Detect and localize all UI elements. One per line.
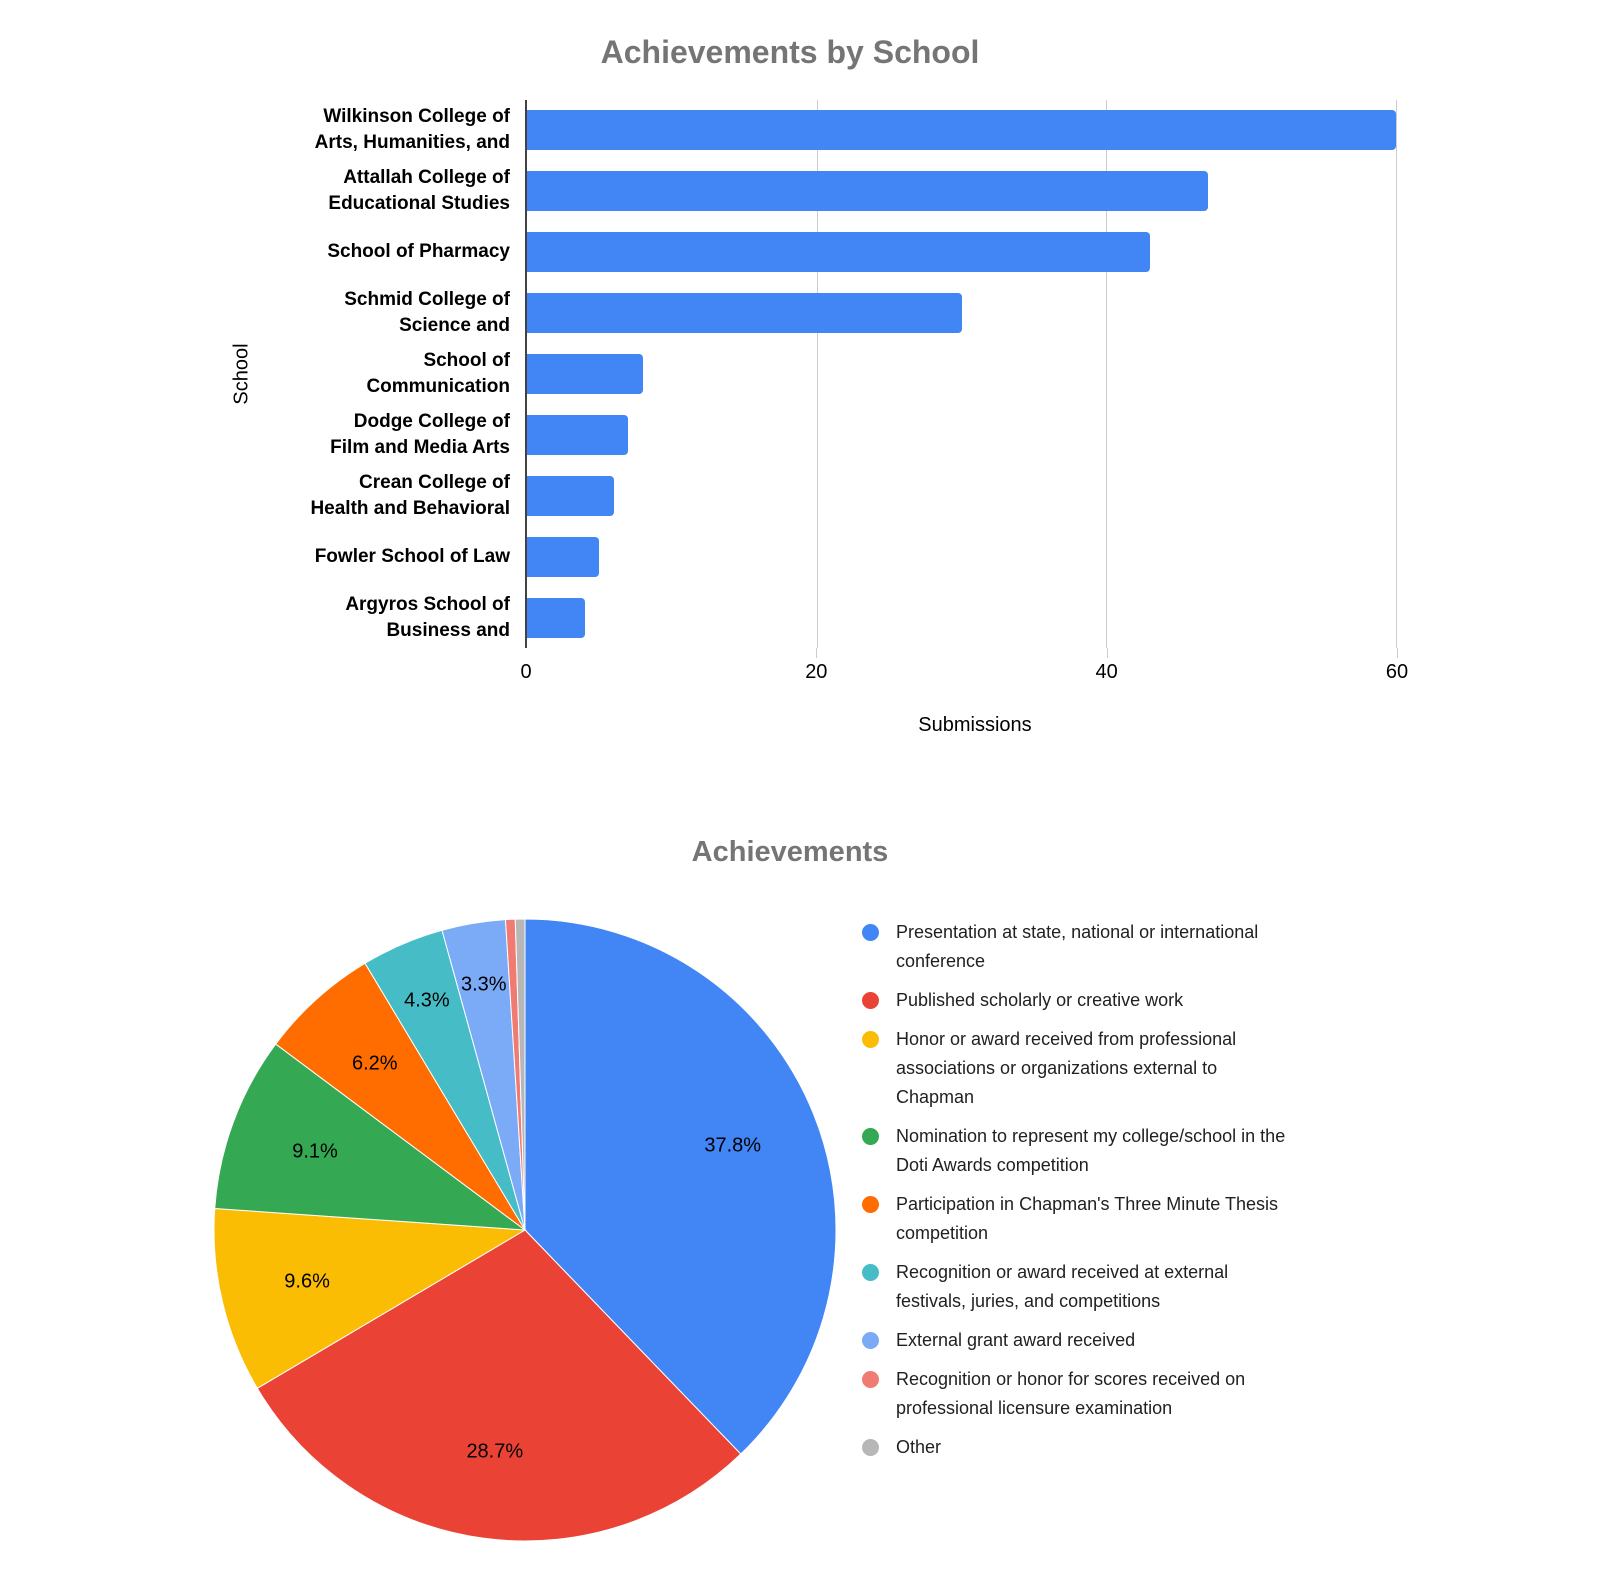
pie-percent-label: 6.2%: [352, 1052, 398, 1075]
legend-dot: [862, 1439, 879, 1456]
legend-dot: [862, 1031, 879, 1048]
bar-chart-x-axis-title: Submissions: [918, 714, 1032, 736]
legend-label: Participation in Chapman's Three Minute Thesis competition: [896, 1194, 1278, 1243]
legend-dot: [862, 1264, 879, 1281]
x-tick-label: 40: [1095, 661, 1118, 683]
legend-item: [862, 1258, 1342, 1316]
bar-chart-x-axis: [520, 648, 1426, 692]
pie-percent-label: 3.3%: [461, 973, 507, 996]
bar-5: [527, 415, 628, 455]
x-tick-label: 20: [805, 661, 828, 683]
bar-category-label: School of Communication: [366, 350, 510, 397]
bar-category-label: Dodge College of Film and Media Arts: [330, 410, 510, 458]
legend-label: Other: [896, 1437, 942, 1457]
legend-item: [862, 1365, 1342, 1423]
legend-label: Published scholarly or creative work: [896, 990, 1184, 1010]
bar-chart-plot-area: [525, 100, 1425, 648]
gridline: [1396, 100, 1397, 648]
pie-percent-label: 4.3%: [404, 989, 450, 1012]
bar-chart-y-axis-title: School: [230, 343, 253, 405]
bar-1: [527, 171, 1208, 211]
legend-item: [862, 1190, 1342, 1248]
bar-chart-category-labels: [230, 100, 510, 648]
legend-label: Recognition or honor for scores received on professional licensure examination: [896, 1369, 1246, 1418]
bar-3: [527, 293, 962, 333]
tick-mark: [1397, 648, 1398, 658]
legend-item: [862, 1122, 1342, 1180]
bar-8: [527, 598, 585, 638]
legend-label: Recognition or award received at external festivals, juries, and competitions: [896, 1262, 1229, 1311]
pie-percent-label: 9.1%: [292, 1140, 338, 1163]
pie-percent-label: 9.6%: [284, 1270, 330, 1293]
legend-dot: [862, 1128, 879, 1145]
bar-2: [527, 232, 1150, 272]
legend-dot: [862, 1332, 879, 1349]
pie-percent-label: 37.8%: [704, 1134, 762, 1157]
legend-label: Honor or award received from professional associations or organizations external to Chapman: [896, 1029, 1237, 1107]
legend-label: External grant award received: [896, 1330, 1136, 1350]
legend-item: [862, 918, 1342, 976]
pie-legend: [862, 918, 1342, 1462]
legend-dot: [862, 992, 879, 1009]
legend-dot: [862, 924, 879, 941]
bar-category-label: Wilkinson College of Arts, Humanities, and: [314, 106, 510, 154]
legend-item: [862, 1433, 1342, 1462]
bar-category-label: Attallah College of Educational Studies: [328, 167, 510, 215]
x-tick-label: 60: [1385, 661, 1409, 683]
bar-category-label: Schmid College of Science and: [344, 289, 510, 337]
bar-7: [527, 537, 599, 577]
pie-percent-label: 28.7%: [466, 1440, 524, 1463]
legend-label: Presentation at state, national or international conference: [896, 922, 1259, 971]
bar-0: [527, 110, 1396, 150]
legend-dot: [862, 1371, 879, 1388]
legend-dot: [862, 1196, 879, 1213]
tick-mark: [816, 648, 817, 658]
pie-chart-title: Achievements: [691, 836, 889, 868]
bar-category-label: School of Pharmacy: [327, 241, 510, 263]
pie-chart: [212, 917, 838, 1543]
tick-mark: [1107, 648, 1108, 658]
legend-item: [862, 986, 1342, 1015]
bar-category-label: Crean College of Health and Behavioral: [310, 471, 510, 519]
bar-category-label: Fowler School of Law: [314, 545, 510, 567]
bar-4: [527, 354, 643, 394]
x-tick-label: 0: [520, 661, 532, 683]
legend-label: Nomination to represent my college/school in the Doti Awards competition: [896, 1126, 1286, 1175]
legend-item: [862, 1025, 1342, 1112]
legend-item: [862, 1326, 1342, 1355]
bar-chart-title: Achievements by School: [600, 34, 980, 70]
bar-6: [527, 476, 614, 516]
bar-category-label: Argyros School of Business and: [345, 593, 510, 641]
